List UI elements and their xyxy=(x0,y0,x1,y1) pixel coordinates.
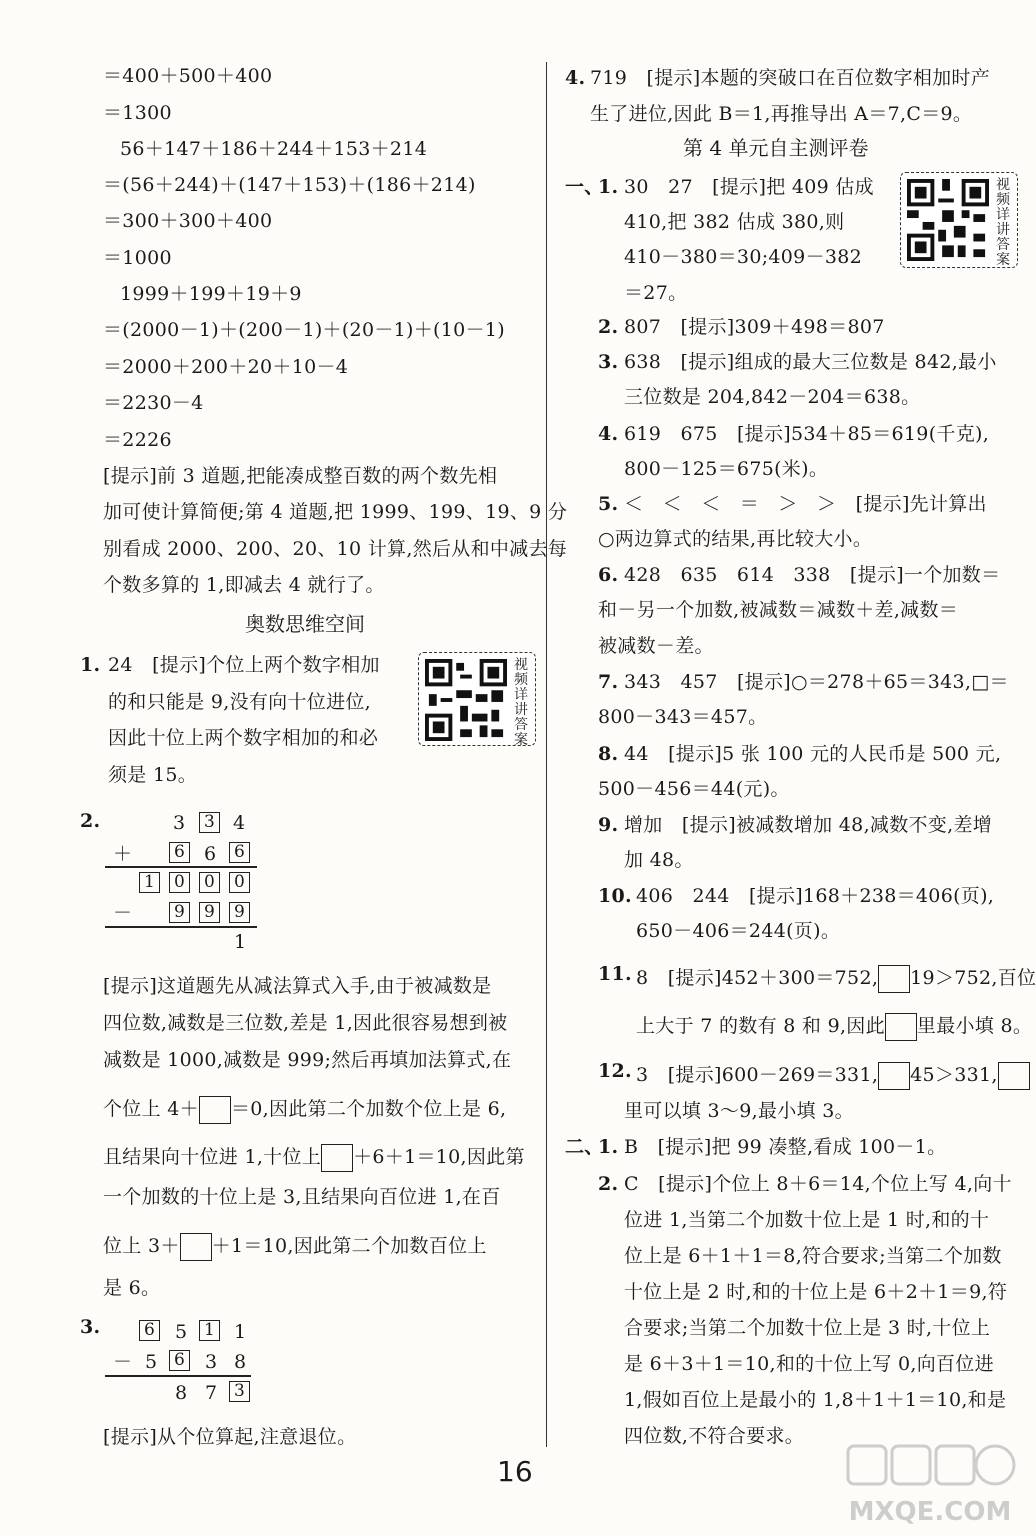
item-line: 十位上是 2 时,和的十位上是 6＋2＋1＝9,符 xyxy=(624,1281,1008,1303)
item-line: 上大于 7 的数有 8 和 9,因此 里最小填 8。 xyxy=(636,1013,1032,1041)
answer-box: 0 xyxy=(229,872,250,893)
empty-box xyxy=(180,1233,212,1261)
item-line: 44 [提示]5 张 100 元的人民币是 500 元, xyxy=(624,743,1002,765)
calc-line: 1999＋199＋19＋9 xyxy=(120,283,302,305)
rule xyxy=(105,1375,251,1377)
item-line: B [提示]把 99 凑整,看成 100－1。 xyxy=(624,1136,947,1158)
answer-box: 6 xyxy=(169,1350,190,1371)
digit: 8 xyxy=(234,1351,247,1373)
question-number: 2. xyxy=(80,810,101,832)
empty-box xyxy=(998,1062,1030,1090)
calc-line: ＝(56＋244)＋(147＋153)＋(186＋214) xyxy=(103,174,476,196)
item-line: 加 48。 xyxy=(624,849,694,871)
item-number: 5. xyxy=(598,493,619,515)
page-number: 16 xyxy=(497,1455,533,1488)
qr-label: 视频详讲答案 xyxy=(996,177,1010,268)
question-number: 1. xyxy=(80,654,101,676)
item-line: 30 27 [提示]把 409 估成 xyxy=(624,176,874,198)
q2-tip-line: 减数是 1000,减数是 999;然后再填加法算式,在 xyxy=(103,1049,512,1071)
q2-tip-line: 位上 3＋ ＋1＝10,因此第二个加数百位上 xyxy=(103,1233,487,1261)
item-number: 9. xyxy=(598,814,619,836)
item-number: 2. xyxy=(598,1173,619,1195)
answer-box: 1 xyxy=(139,872,160,893)
item-number: 3. xyxy=(598,351,619,373)
qr-code-video[interactable] xyxy=(900,172,1018,268)
item-line: 807 [提示]309＋498＝807 xyxy=(624,316,885,338)
item-line: 410,把 382 估成 380,则 xyxy=(624,211,845,233)
answer-box: 3 xyxy=(229,1381,250,1402)
item-line: 被减数－差。 xyxy=(598,635,714,657)
item-number: 8. xyxy=(598,743,619,765)
item-line: 406 244 [提示]168＋238＝406(页), xyxy=(636,885,995,907)
qr-code-icon xyxy=(907,179,989,261)
digit: 1 xyxy=(234,931,247,953)
answer-box: 6 xyxy=(229,842,250,863)
empty-box xyxy=(199,1096,231,1124)
calc-line: ＝(2000－1)＋(200－1)＋(20－1)＋(10－1) xyxy=(103,319,505,341)
calc-line: ＝400＋500＋400 xyxy=(103,65,273,87)
answer-box: 3 xyxy=(199,812,220,833)
tip-label: 提示 xyxy=(110,465,150,487)
q1-line: 的和只能是 9,没有向十位进位, xyxy=(108,691,372,713)
calc-line: ＝1300 xyxy=(103,102,172,124)
item-line: 合要求;当第二个加数十位上是 3 时,十位上 xyxy=(624,1317,991,1339)
digit: 4 xyxy=(233,812,246,834)
qr-code-icon xyxy=(425,659,507,741)
digit: 3 xyxy=(173,812,186,834)
calc-line: 56＋147＋186＋244＋153＋214 xyxy=(120,138,428,160)
digit: 1 xyxy=(234,1321,247,1343)
empty-box xyxy=(878,1062,910,1090)
tip-line: 别看成 2000、200、20、10 计算,然后从和中减去每 xyxy=(103,538,568,560)
watermark-logo xyxy=(842,1440,1018,1532)
plus-sign: ＋ xyxy=(113,843,133,865)
tip-line: 个数多算的 1,即减去 4 就行了。 xyxy=(103,574,385,596)
answer-box: 9 xyxy=(169,902,190,923)
digit: 5 xyxy=(175,1321,188,1343)
rule xyxy=(105,866,257,868)
empty-box xyxy=(321,1144,353,1172)
answer-box: 0 xyxy=(199,872,220,893)
item-number: 1. xyxy=(598,1136,619,1158)
item-line: ＜ ＜ ＜ ＝ ＞ ＞ [提示]先计算出 xyxy=(624,493,987,515)
q1-line: 24 [提示]个位上两个数字相加 xyxy=(108,654,380,676)
item-line: ＝27。 xyxy=(624,282,688,304)
section-number: 二、 xyxy=(565,1136,604,1158)
item-line: 四位数,不符合要求。 xyxy=(624,1425,805,1447)
item-number: 10. xyxy=(598,885,632,907)
question-number: 3. xyxy=(80,1316,101,1338)
olympiad-title: 奥数思维空间 xyxy=(245,612,365,636)
rule xyxy=(105,926,257,928)
answer-box: 6 xyxy=(139,1320,160,1341)
q2-tip-line: [提示]这道题先从减法算式入手,由于被减数是 xyxy=(103,975,492,997)
section-number: 一、 xyxy=(565,176,604,198)
item-line: 619 675 [提示]534＋85＝619(千克), xyxy=(624,423,990,445)
item-line: 3 [提示]600－269＝331, 45＞331, xyxy=(636,1062,1030,1090)
item-line: 位上是 6＋1＋1＝8,符合要求;当第二个加数 xyxy=(624,1245,1002,1267)
qr-code-video[interactable] xyxy=(418,652,536,746)
q2-tip-line: 四位数,减数是三位数,差是 1,因此很容易想到被 xyxy=(103,1012,508,1034)
item-line: 三位数是 204,842－204＝638。 xyxy=(624,386,921,408)
item-line: 位进 1,当第二个加数十位上是 1 时,和的十 xyxy=(624,1209,990,1231)
item-line: 343 457 [提示]○＝278＋65＝343,□＝ xyxy=(624,671,1009,693)
item-line: 1,假如百位上是最小的 1,8＋1＋1＝10,和是 xyxy=(624,1389,1007,1411)
calc-line: ＝2000＋200＋20＋10－4 xyxy=(103,356,349,378)
item-line: 638 [提示]组成的最大三位数是 842,最小 xyxy=(624,351,997,373)
item-line: 428 635 614 338 [提示]一个加数＝ xyxy=(624,564,1001,586)
q1-line: 须是 15。 xyxy=(108,764,198,786)
item-line: 8 [提示]452＋300＝752, 19＞752,百位 xyxy=(636,965,1036,993)
answer-box: 1 xyxy=(199,1320,220,1341)
tip-line: [提示]前 3 道题,把能凑成整百数的两个数先相 xyxy=(103,465,498,487)
item-line: 800－125＝675(米)。 xyxy=(624,458,829,480)
item-number: 2. xyxy=(598,316,619,338)
item-line: 410－380＝30;409－382 xyxy=(624,246,863,268)
item-line: 650－406＝244(页)。 xyxy=(636,920,841,942)
item-number: 1. xyxy=(598,176,619,198)
calc-line: ＝2226 xyxy=(103,429,172,451)
item-number: 6. xyxy=(598,564,619,586)
digit: 5 xyxy=(145,1351,158,1373)
q3-tip-line: [提示]从个位算起,注意退位。 xyxy=(103,1426,357,1448)
q2-tip-line: 是 6。 xyxy=(103,1277,161,1299)
item-number: 4. xyxy=(598,423,619,445)
item-line: 500－456＝44(元)。 xyxy=(598,778,790,800)
item-line: 800－343＝457。 xyxy=(598,706,768,728)
calc-line: ＝300＋300＋400 xyxy=(103,210,273,232)
empty-box xyxy=(878,965,910,993)
item-line: 是 6＋3＋1＝10,和的十位上写 0,向百位进 xyxy=(624,1353,994,1375)
empty-box xyxy=(885,1013,917,1041)
item-line: C [提示]个位上 8＋6＝14,个位上写 4,向十 xyxy=(624,1173,1012,1195)
answer-box: 6 xyxy=(169,842,190,863)
item-line: ○两边算式的结果,再比较大小。 xyxy=(598,528,873,550)
column-divider xyxy=(546,62,547,1447)
answer-box: 9 xyxy=(229,902,250,923)
q4-line: 生了进位,因此 B＝1,再推导出 A＝7,C＝9。 xyxy=(590,103,973,125)
digit: 7 xyxy=(205,1382,218,1404)
watermark-text: MXQE.COM xyxy=(848,1497,1012,1527)
question-number: 4. xyxy=(565,67,586,89)
calc-line: ＝2230－4 xyxy=(103,392,204,414)
q2-tip-line: 一个加数的十位上是 3,且结果向百位进 1,在百 xyxy=(103,1186,501,1208)
qr-label: 视频详讲答案 xyxy=(514,657,528,748)
item-line: 里可以填 3～9,最小填 3。 xyxy=(624,1100,854,1122)
minus-sign: － xyxy=(113,902,133,924)
q2-tip-line: 个位上 4＋ ＝0,因此第二个加数个位上是 6, xyxy=(103,1096,506,1124)
item-number: 12. xyxy=(598,1060,632,1082)
item-line: 和－另一个加数,被减数＝减数＋差,减数＝ xyxy=(598,599,959,621)
item-number: 7. xyxy=(598,671,619,693)
calc-line: ＝1000 xyxy=(103,247,172,269)
item-line: 增加 [提示]被减数增加 48,减数不变,差增 xyxy=(624,814,993,836)
answer-box: 0 xyxy=(169,872,190,893)
tip-line: 加可使计算简便;第 4 道题,把 1999、199、19、9 分 xyxy=(103,501,568,523)
q1-line: 因此十位上两个数字相加的和必 xyxy=(108,727,379,749)
q2-tip-line: 且结果向十位进 1,十位上 ＋6＋1＝10,因此第 xyxy=(103,1144,525,1172)
digit: 6 xyxy=(204,843,217,865)
digit: 3 xyxy=(205,1351,218,1373)
minus-sign: － xyxy=(113,1351,133,1373)
answer-box: 9 xyxy=(199,902,220,923)
item-number: 11. xyxy=(598,963,632,985)
q4-line: 719 [提示]本题的突破口在百位数字相加时产 xyxy=(590,67,991,89)
digit: 8 xyxy=(175,1382,188,1404)
unit-title: 第 4 单元自主测评卷 xyxy=(683,136,869,160)
